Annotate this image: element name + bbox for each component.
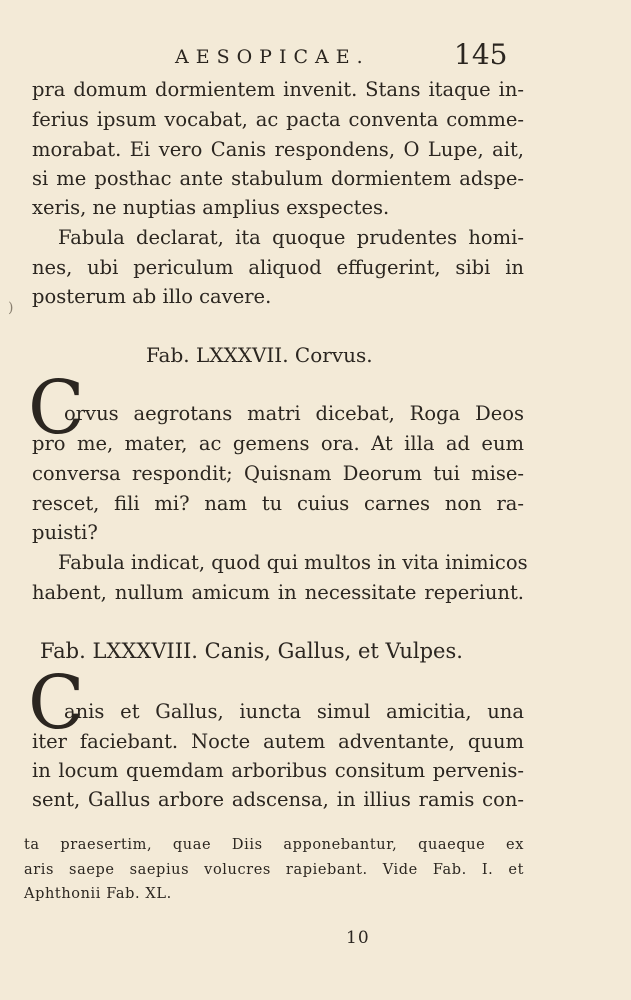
text-line: rescet, fili mi? nam tu cuius carnes non ra- xyxy=(32,492,524,515)
text-line: sent, Gallus arbore adscensa, in illius ramis con- xyxy=(32,788,524,811)
fable-title: Fab. LXXXVIII. Canis, Gallus, et Vulpes. xyxy=(40,639,463,663)
text-line: anis et Gallus, iuncta simul amicitia, una xyxy=(64,700,524,723)
moral-line: nes, ubi periculum aliquod effugerint, sibi in xyxy=(32,256,524,279)
moral-line: posterum ab illo cavere. xyxy=(32,285,272,308)
drop-cap: C xyxy=(28,660,85,746)
text-line: ferius ipsum vocabat, ac pacta conventa comme- xyxy=(32,108,524,131)
text-line: morabat. Ei vero Canis respondens, O Lupe, ait, xyxy=(32,138,524,161)
drop-cap: C xyxy=(28,365,85,451)
footnote-line: aris saepe saepius volucres rapiebant. Vide Fab. I. et xyxy=(24,862,524,878)
signature-mark: 10 xyxy=(346,928,370,948)
text-line: pro me, mater, ac gemens ora. At illa ad eum xyxy=(32,432,524,455)
text-line: in locum quemdam arboribus consitum pervenis- xyxy=(32,759,524,782)
text-line: orvus aegrotans matri dicebat, Roga Deos xyxy=(64,402,524,425)
running-title: AESOPICAE. xyxy=(175,46,370,68)
text-line: xeris, ne nuptias amplius exspectes. xyxy=(32,196,390,219)
moral-line: Fabula indicat, quod qui multos in vita inimicos xyxy=(58,551,528,574)
page-header xyxy=(0,40,631,74)
text-line: puisti? xyxy=(32,521,98,544)
footnote-line: ta praesertim, quae Diis apponebantur, quaeque ex xyxy=(24,837,524,853)
fable-title: Fab. LXXXVII. Corvus. xyxy=(146,343,373,367)
moral-line: habent, nullum amicum in necessitate reperiunt. xyxy=(32,581,524,604)
moral-line: Fabula declarat, ita quoque prudentes homi- xyxy=(58,226,524,249)
text-line: pra domum dormientem invenit. Stans itaque in- xyxy=(32,78,524,101)
text-line: conversa respondit; Quisnam Deorum tui mise- xyxy=(32,462,524,485)
text-line: si me posthac ante stabulum dormientem adspe- xyxy=(32,167,524,190)
page-number: 145 xyxy=(454,38,508,71)
footnote-line: Aphthonii Fab. XL. xyxy=(24,886,172,902)
margin-mark: ) xyxy=(8,300,14,316)
text-line: iter faciebant. Nocte autem adventante, quum xyxy=(32,730,524,753)
